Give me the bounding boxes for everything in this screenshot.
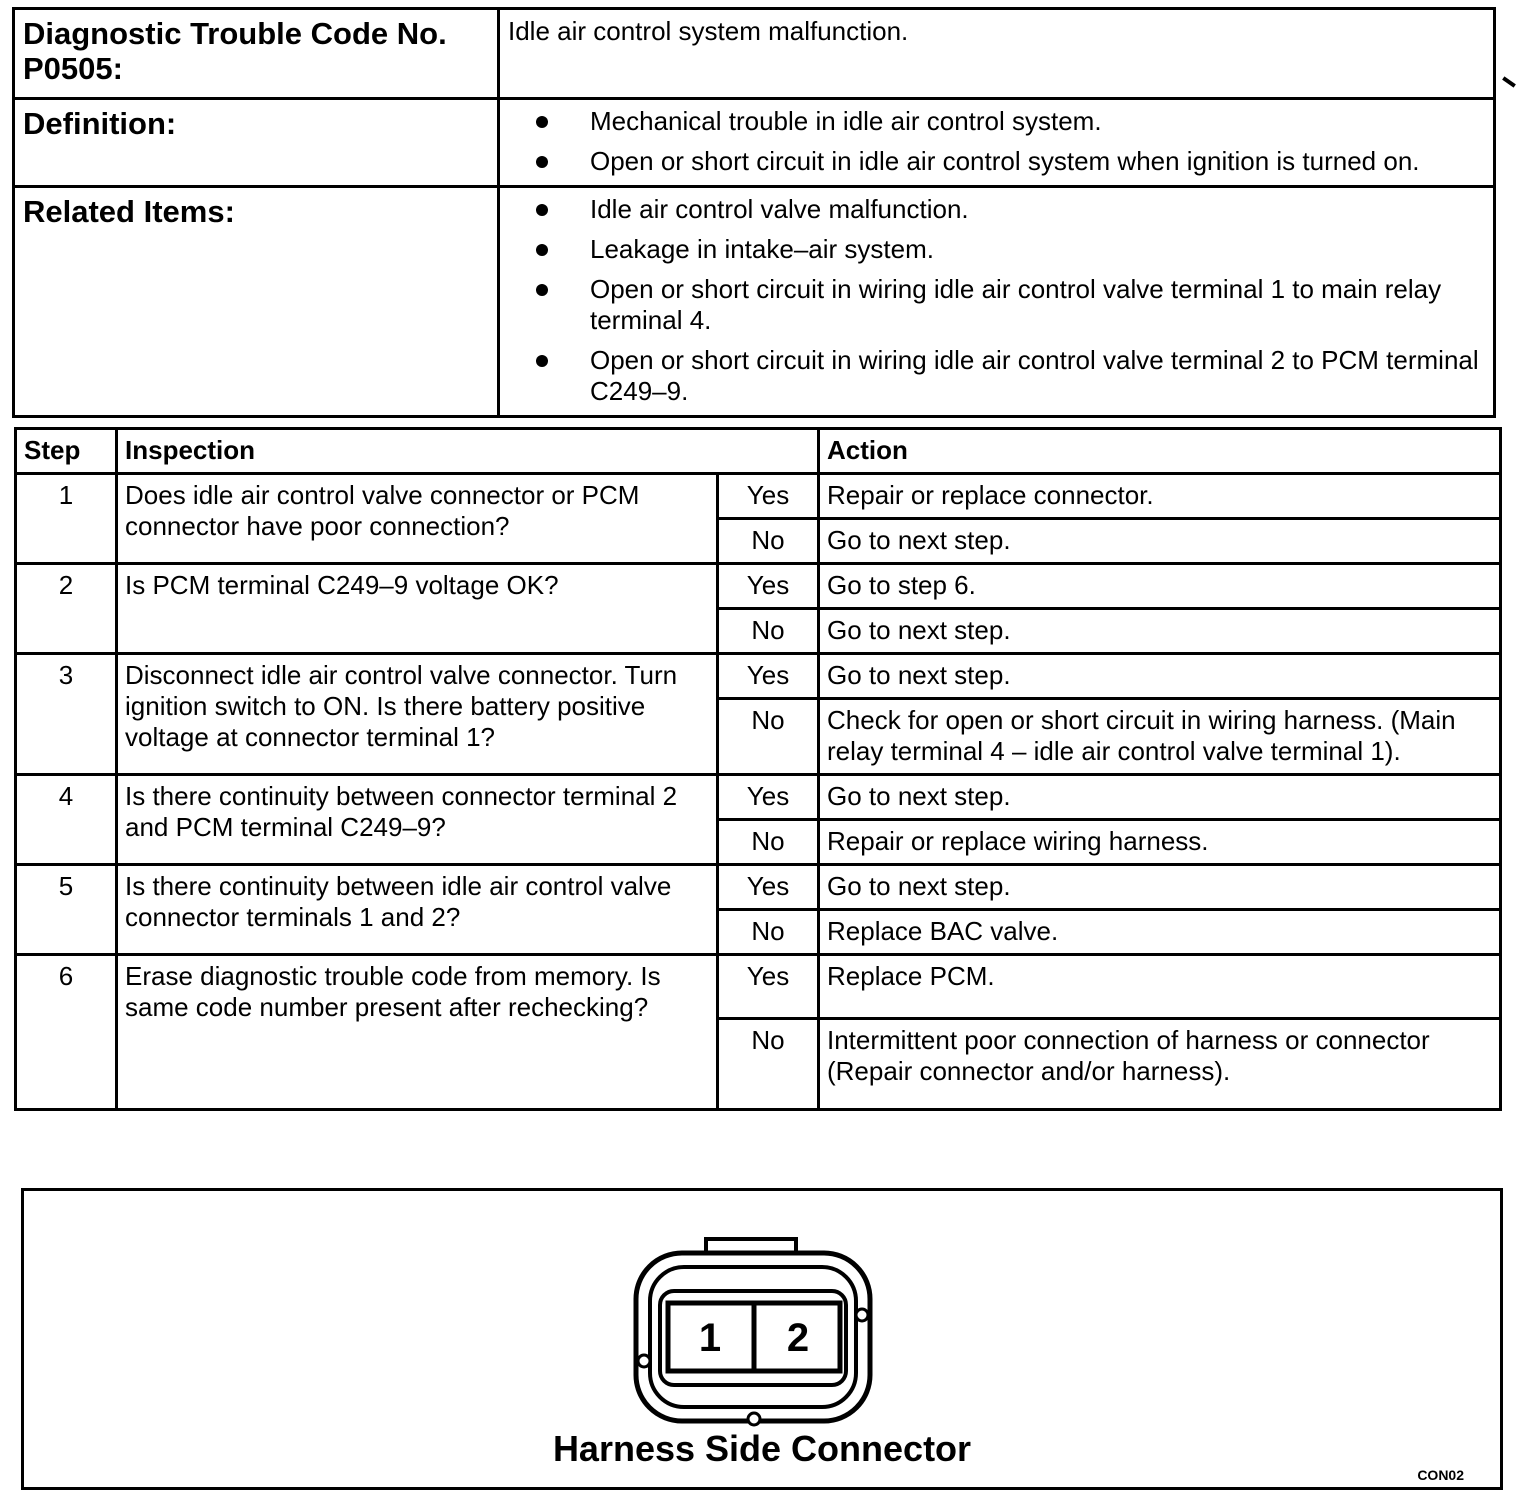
- step-number: 4: [16, 775, 117, 865]
- no-action: Replace BAC valve.: [819, 910, 1501, 955]
- diagnostic-procedure-table: [14, 427, 1502, 1111]
- no-action: Check for open or short circuit in wiring harness. (Main relay terminal 4 – idle air control valve terminal 1).: [819, 699, 1501, 775]
- table-row: [16, 654, 1501, 699]
- list-item: Idle air control valve malfunction.: [508, 194, 1485, 225]
- no-action: Go to next step.: [819, 609, 1501, 654]
- step-number: 5: [16, 865, 117, 955]
- no-label: No: [718, 1019, 819, 1110]
- step-number: 6: [16, 955, 117, 1110]
- column-header-step: Step: [16, 429, 117, 474]
- bullet-icon: [536, 284, 548, 296]
- harness-connector-icon: [630, 1235, 894, 1431]
- related-row: [14, 187, 1495, 417]
- table-row: [16, 564, 1501, 609]
- list-item: Leakage in intake–air system.: [508, 234, 1485, 265]
- no-action: Go to next step.: [819, 519, 1501, 564]
- inspection-text: Is PCM terminal C249–9 voltage OK?: [117, 564, 718, 654]
- definition-row: [14, 99, 1495, 187]
- dtc-row: [14, 9, 1495, 99]
- yes-label: Yes: [718, 775, 819, 820]
- related-list-cell: [499, 187, 1495, 417]
- table-row: [16, 474, 1501, 519]
- list-item: Open or short circuit in wiring idle air control valve terminal 1 to main relay terminal 4.: [508, 274, 1485, 336]
- margin-mark: [1502, 76, 1516, 87]
- inspection-text: Erase diagnostic trouble code from memory. Is same code number present after rechecking?: [117, 955, 718, 1110]
- table-row: [16, 865, 1501, 910]
- definition-list-cell: [499, 99, 1495, 187]
- dtc-value: Idle air control system malfunction.: [499, 9, 1495, 99]
- list-item: Open or short circuit in wiring idle air control valve terminal 2 to PCM terminal C249–9.: [508, 345, 1485, 407]
- bullet-icon: [536, 156, 548, 168]
- definition-label: Definition:: [14, 99, 499, 187]
- yes-label: Yes: [718, 564, 819, 609]
- related-label: Related Items:: [14, 187, 499, 417]
- yes-label: Yes: [718, 955, 819, 1019]
- list-item: Open or short circuit in idle air control system when ignition is turned on.: [508, 146, 1485, 177]
- table-row: [16, 955, 1501, 1019]
- table-row: [16, 775, 1501, 820]
- dtc-header-table: [12, 7, 1496, 418]
- bullet-icon: [536, 204, 548, 216]
- no-label: No: [718, 820, 819, 865]
- related-list: [508, 194, 1485, 407]
- no-label: No: [718, 910, 819, 955]
- table-header-row: [16, 429, 1501, 474]
- yes-action: Replace PCM.: [819, 955, 1501, 1019]
- no-label: No: [718, 609, 819, 654]
- connector-title: Harness Side Connector: [552, 1428, 972, 1469]
- yes-action: Repair or replace connector.: [819, 474, 1501, 519]
- step-number: 2: [16, 564, 117, 654]
- yes-action: Go to next step.: [819, 775, 1501, 820]
- inspection-text: Does idle air control valve connector or PCM connector have poor connection?: [117, 474, 718, 564]
- list-item: Mechanical trouble in idle air control system.: [508, 106, 1485, 137]
- yes-action: Go to next step.: [819, 654, 1501, 699]
- dtc-label: Diagnostic Trouble Code No. P0505:: [14, 9, 499, 99]
- yes-label: Yes: [718, 654, 819, 699]
- bullet-icon: [536, 244, 548, 256]
- terminal-1-label: 1: [698, 1316, 722, 1360]
- step-number: 1: [16, 474, 117, 564]
- connector-figure: [21, 1188, 1503, 1490]
- yes-label: Yes: [718, 474, 819, 519]
- figure-code: CON02: [1417, 1467, 1464, 1483]
- terminal-2-label: 2: [786, 1316, 810, 1360]
- step-number: 3: [16, 654, 117, 775]
- no-action: Repair or replace wiring harness.: [819, 820, 1501, 865]
- yes-action: Go to next step.: [819, 865, 1501, 910]
- bullet-icon: [536, 116, 548, 128]
- yes-action: Go to step 6.: [819, 564, 1501, 609]
- column-header-inspection: Inspection: [117, 429, 819, 474]
- no-action: Intermittent poor connection of harness or connector (Repair connector and/or harness).: [819, 1019, 1501, 1110]
- no-label: No: [718, 519, 819, 564]
- no-label: No: [718, 699, 819, 775]
- inspection-text: Disconnect idle air control valve connector. Turn ignition switch to ON. Is there battery positive voltage at connector terminal 1?: [117, 654, 718, 775]
- bullet-icon: [536, 355, 548, 367]
- inspection-text: Is there continuity between connector terminal 2 and PCM terminal C249–9?: [117, 775, 718, 865]
- definition-list: [508, 106, 1485, 177]
- inspection-text: Is there continuity between idle air control valve connector terminals 1 and 2?: [117, 865, 718, 955]
- column-header-action: Action: [819, 429, 1501, 474]
- yes-label: Yes: [718, 865, 819, 910]
